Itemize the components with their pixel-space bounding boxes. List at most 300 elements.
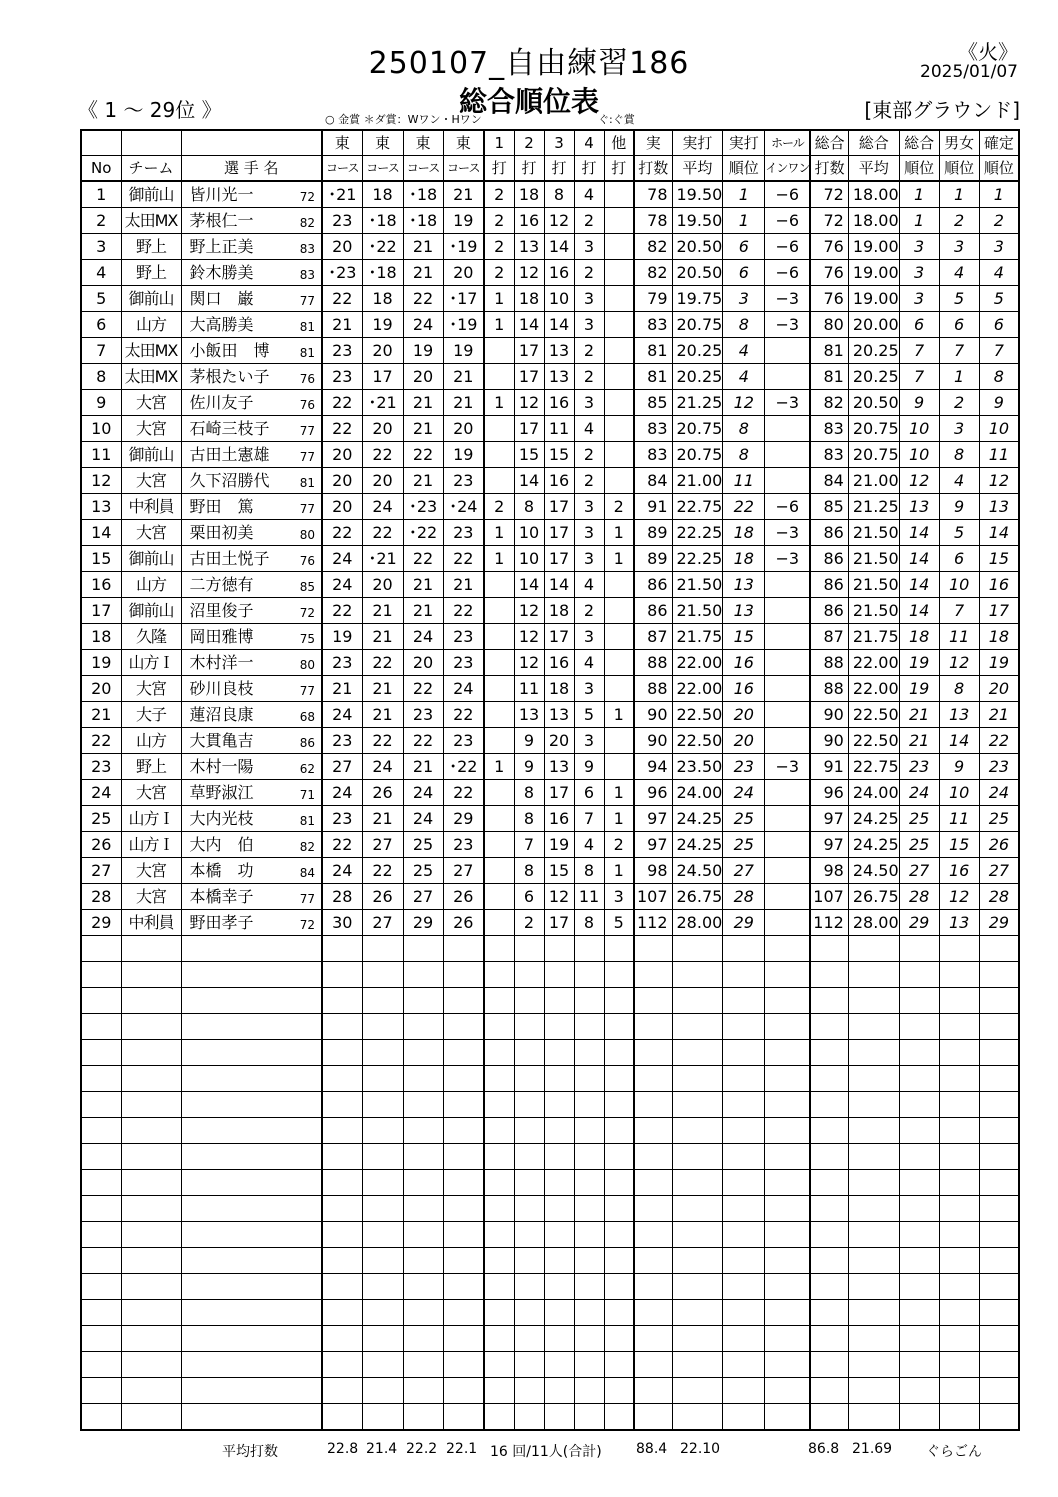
cell-d2: 10	[514, 520, 544, 546]
cell-no: 28	[81, 884, 121, 910]
empty-cell	[181, 1144, 322, 1170]
cell-d1: 1	[484, 390, 514, 416]
cell-act: 97	[634, 832, 672, 858]
award-legend: ○ 金賞 ＊ダ賞：Wワン・Hワン	[325, 113, 482, 126]
cell-tot: 90	[810, 702, 848, 728]
empty-cell	[403, 962, 443, 988]
cell-hio: −6	[765, 260, 811, 286]
cell-d4: 3	[574, 728, 604, 754]
cell-oth: 2	[604, 494, 634, 520]
cell-act: 90	[634, 702, 672, 728]
col-head-top-14: 実打	[723, 130, 765, 156]
cell-d4: 3	[574, 286, 604, 312]
empty-row	[81, 1274, 1019, 1300]
cell-hio: −6	[765, 494, 811, 520]
table-row	[81, 598, 1019, 624]
empty-cell	[484, 1196, 514, 1222]
empty-cell	[848, 1170, 899, 1196]
empty-cell	[979, 1196, 1019, 1222]
ground-name: [東部グラウンド]	[864, 98, 1020, 122]
cell-oth	[604, 676, 634, 702]
cell-final: 25	[979, 806, 1019, 832]
empty-cell	[899, 1196, 939, 1222]
empty-cell	[181, 1248, 322, 1274]
empty-cell	[848, 1014, 899, 1040]
cell-tavg: 21.25	[848, 494, 899, 520]
empty-cell	[939, 1404, 979, 1431]
empty-cell	[634, 1248, 672, 1274]
cell-avg: 20.25	[672, 364, 723, 390]
player-age: 76	[299, 554, 315, 568]
cell-trank: 6	[899, 312, 939, 338]
empty-cell	[544, 1352, 574, 1378]
cell-gender: 1	[939, 364, 979, 390]
cell-arank: 25	[723, 806, 765, 832]
table-row	[81, 181, 1019, 208]
empty-cell	[899, 1014, 939, 1040]
player-name-cell	[181, 390, 322, 416]
empty-cell	[765, 1326, 811, 1352]
empty-cell	[574, 1040, 604, 1066]
empty-cell	[765, 936, 811, 962]
empty-cell	[672, 1326, 723, 1352]
empty-cell	[810, 1300, 848, 1326]
cell-d3: 16	[544, 260, 574, 286]
cell-team: 太田MX	[121, 338, 181, 364]
empty-cell	[514, 1326, 544, 1352]
cell-c4: 23	[443, 624, 484, 650]
cell-gender: 2	[939, 390, 979, 416]
cell-tavg: 21.75	[848, 624, 899, 650]
cell-gender: 10	[939, 780, 979, 806]
average-footer	[80, 1441, 1020, 1463]
empty-cell	[121, 1092, 181, 1118]
cell-act: 89	[634, 520, 672, 546]
cell-oth: 1	[604, 546, 634, 572]
cell-c2: 21	[362, 806, 403, 832]
empty-cell	[574, 1378, 604, 1404]
empty-cell	[574, 1196, 604, 1222]
empty-cell	[979, 936, 1019, 962]
cell-gender: 16	[939, 858, 979, 884]
empty-cell	[979, 1118, 1019, 1144]
cell-act: 96	[634, 780, 672, 806]
empty-cell	[514, 1222, 544, 1248]
empty-cell	[322, 1092, 362, 1118]
cell-d4: 2	[574, 260, 604, 286]
player-name: 本橋幸子	[189, 887, 254, 906]
cell-team: 山方	[121, 572, 181, 598]
empty-cell	[604, 1066, 634, 1092]
empty-cell	[604, 1040, 634, 1066]
cell-hio	[765, 806, 811, 832]
cell-d1: 2	[484, 494, 514, 520]
cell-d4: 4	[574, 416, 604, 442]
player-name: 佐川友子	[189, 393, 254, 412]
empty-cell	[443, 1014, 484, 1040]
cell-no: 20	[81, 676, 121, 702]
player-name: 草野淑江	[189, 783, 254, 802]
cell-d3: 17	[544, 546, 574, 572]
cell-hio	[765, 598, 811, 624]
table-body	[81, 181, 1019, 1430]
cell-tot: 96	[810, 780, 848, 806]
cell-hio: −3	[765, 520, 811, 546]
empty-cell	[899, 1378, 939, 1404]
cell-d3: 14	[544, 312, 574, 338]
empty-cell	[544, 988, 574, 1014]
empty-cell	[443, 1378, 484, 1404]
cell-gender: 7	[939, 598, 979, 624]
cell-d3: 8	[544, 181, 574, 208]
cell-avg: 20.75	[672, 312, 723, 338]
cell-d1	[484, 338, 514, 364]
cell-d1	[484, 806, 514, 832]
empty-cell	[514, 1092, 544, 1118]
empty-cell	[484, 1118, 514, 1144]
col-head-bottom-20: 順位	[979, 156, 1019, 182]
cell-hio: −3	[765, 312, 811, 338]
empty-cell	[544, 1326, 574, 1352]
cell-c2: 22	[362, 520, 403, 546]
player-name-cell	[181, 754, 322, 780]
empty-cell	[939, 1040, 979, 1066]
cell-tavg: 22.75	[848, 754, 899, 780]
cell-tavg: 22.50	[848, 702, 899, 728]
cell-arank: 1	[723, 181, 765, 208]
cell-tavg: 20.00	[848, 312, 899, 338]
cell-act: 86	[634, 572, 672, 598]
cell-tot: 76	[810, 286, 848, 312]
cell-avg: 24.25	[672, 806, 723, 832]
empty-cell	[181, 1300, 322, 1326]
cell-c3: ･22	[403, 520, 443, 546]
cell-oth: 1	[604, 520, 634, 546]
cell-arank: 29	[723, 910, 765, 936]
empty-cell	[362, 1222, 403, 1248]
cell-trank: 10	[899, 442, 939, 468]
cell-trank: 1	[899, 181, 939, 208]
cell-final: 28	[979, 884, 1019, 910]
cell-c4: 23	[443, 832, 484, 858]
cell-no: 15	[81, 546, 121, 572]
cell-c1: 21	[322, 312, 362, 338]
empty-cell	[121, 936, 181, 962]
empty-cell	[443, 1404, 484, 1431]
cell-c4: ･19	[443, 312, 484, 338]
empty-cell	[939, 1014, 979, 1040]
player-name-cell	[181, 546, 322, 572]
cell-d3: 20	[544, 728, 574, 754]
cell-d2: 8	[514, 858, 544, 884]
cell-no: 3	[81, 234, 121, 260]
empty-cell	[322, 1404, 362, 1431]
cell-d1	[484, 416, 514, 442]
cell-act: 90	[634, 728, 672, 754]
empty-cell	[362, 936, 403, 962]
cell-tot: 91	[810, 754, 848, 780]
cell-d2: 12	[514, 624, 544, 650]
empty-cell	[81, 1326, 121, 1352]
empty-cell	[604, 1326, 634, 1352]
cell-d2: 16	[514, 208, 544, 234]
empty-cell	[634, 1300, 672, 1326]
empty-cell	[672, 1092, 723, 1118]
empty-cell	[362, 1248, 403, 1274]
cell-tavg: 22.50	[848, 728, 899, 754]
cell-tavg: 21.50	[848, 598, 899, 624]
empty-cell	[765, 1352, 811, 1378]
cell-c3: 21	[403, 416, 443, 442]
empty-cell	[514, 1170, 544, 1196]
cell-no: 21	[81, 702, 121, 728]
player-name: 皆川光一	[189, 185, 254, 204]
empty-cell	[322, 962, 362, 988]
empty-cell	[604, 1222, 634, 1248]
empty-cell	[443, 1248, 484, 1274]
empty-cell	[604, 1196, 634, 1222]
player-age: 81	[299, 346, 315, 360]
cell-final: 5	[979, 286, 1019, 312]
empty-cell	[765, 1014, 811, 1040]
col-head-top-5: 東	[403, 130, 443, 156]
empty-cell	[362, 1196, 403, 1222]
cell-tavg: 22.00	[848, 676, 899, 702]
cell-c2: ･18	[362, 208, 403, 234]
cell-no: 25	[81, 806, 121, 832]
cell-avg: 21.50	[672, 572, 723, 598]
cell-c2: 18	[362, 286, 403, 312]
cell-avg: 20.50	[672, 234, 723, 260]
col-head-top-18: 総合	[899, 130, 939, 156]
cell-final: 11	[979, 442, 1019, 468]
empty-cell	[322, 1040, 362, 1066]
cell-c2: 22	[362, 442, 403, 468]
cell-act: 78	[634, 181, 672, 208]
cell-final: 15	[979, 546, 1019, 572]
player-name-cell	[181, 416, 322, 442]
empty-cell	[672, 1352, 723, 1378]
empty-cell	[322, 1196, 362, 1222]
cell-avg: 22.25	[672, 520, 723, 546]
empty-cell	[979, 1300, 1019, 1326]
cell-tavg: 19.00	[848, 260, 899, 286]
empty-cell	[181, 1274, 322, 1300]
cell-c1: 20	[322, 442, 362, 468]
col-head-top-0	[81, 130, 121, 156]
header-row-bottom	[81, 156, 1019, 182]
cell-tavg: 19.00	[848, 234, 899, 260]
cell-c3: 25	[403, 832, 443, 858]
player-name-cell	[181, 442, 322, 468]
cell-c1: 24	[322, 702, 362, 728]
empty-cell	[765, 1248, 811, 1274]
empty-cell	[544, 1092, 574, 1118]
empty-row	[81, 962, 1019, 988]
empty-cell	[81, 1404, 121, 1431]
cell-avg: 19.50	[672, 181, 723, 208]
cell-team: 野上	[121, 754, 181, 780]
empty-cell	[403, 988, 443, 1014]
table-row	[81, 520, 1019, 546]
cell-gender: 8	[939, 442, 979, 468]
cell-trank: 19	[899, 650, 939, 676]
cell-act: 82	[634, 234, 672, 260]
empty-cell	[181, 1066, 322, 1092]
cell-c4: 23	[443, 728, 484, 754]
cell-no: 1	[81, 181, 121, 208]
cell-c4: 21	[443, 181, 484, 208]
empty-cell	[672, 1300, 723, 1326]
empty-cell	[121, 1014, 181, 1040]
empty-cell	[403, 1300, 443, 1326]
empty-cell	[81, 1248, 121, 1274]
col-head-bottom-18: 順位	[899, 156, 939, 182]
empty-cell	[810, 1066, 848, 1092]
empty-cell	[484, 1040, 514, 1066]
empty-cell	[322, 1300, 362, 1326]
cell-c1: 23	[322, 650, 362, 676]
cell-gender: 8	[939, 676, 979, 702]
empty-cell	[604, 1248, 634, 1274]
empty-cell	[121, 1196, 181, 1222]
cell-final: 20	[979, 676, 1019, 702]
cell-hio	[765, 858, 811, 884]
empty-cell	[672, 1378, 723, 1404]
player-name-cell	[181, 208, 322, 234]
empty-cell	[810, 1092, 848, 1118]
player-name: 野上正美	[189, 237, 254, 256]
cell-d2: 13	[514, 702, 544, 728]
cell-arank: 18	[723, 520, 765, 546]
empty-cell	[574, 1144, 604, 1170]
player-name: 沼里俊子	[189, 601, 254, 620]
cell-c3: ･18	[403, 181, 443, 208]
empty-cell	[848, 1222, 899, 1248]
player-name-cell	[181, 260, 322, 286]
cell-tavg: 21.50	[848, 572, 899, 598]
cell-d3: 18	[544, 598, 574, 624]
cell-c4: ･19	[443, 234, 484, 260]
cell-final: 6	[979, 312, 1019, 338]
empty-cell	[979, 1014, 1019, 1040]
cell-d2: 18	[514, 286, 544, 312]
cell-team: 山方Ｉ	[121, 806, 181, 832]
cell-team: 太田MX	[121, 364, 181, 390]
empty-cell	[544, 1144, 574, 1170]
cell-arank: 3	[723, 286, 765, 312]
cell-act: 112	[634, 910, 672, 936]
empty-cell	[604, 1352, 634, 1378]
cell-team: 御前山	[121, 181, 181, 208]
cell-tot: 97	[810, 832, 848, 858]
col-head-bottom-19: 順位	[939, 156, 979, 182]
col-head-bottom-0: No	[81, 156, 121, 182]
cell-c2: 20	[362, 468, 403, 494]
player-name: 大高勝美	[189, 315, 254, 334]
empty-cell	[723, 1274, 765, 1300]
empty-cell	[765, 1300, 811, 1326]
cell-hio	[765, 728, 811, 754]
cell-hio	[765, 338, 811, 364]
cell-oth: 1	[604, 780, 634, 806]
cell-c4: 27	[443, 858, 484, 884]
empty-cell	[634, 1118, 672, 1144]
cell-no: 5	[81, 286, 121, 312]
cell-d3: 13	[544, 338, 574, 364]
empty-cell	[979, 988, 1019, 1014]
cell-trank: 14	[899, 546, 939, 572]
empty-cell	[899, 1222, 939, 1248]
cell-c1: 21	[322, 676, 362, 702]
empty-row	[81, 1196, 1019, 1222]
player-name-cell	[181, 312, 322, 338]
empty-cell	[443, 1196, 484, 1222]
empty-cell	[723, 1248, 765, 1274]
cell-d3: 13	[544, 364, 574, 390]
empty-cell	[121, 1170, 181, 1196]
cell-no: 2	[81, 208, 121, 234]
cell-hio: −6	[765, 181, 811, 208]
player-name-cell	[181, 884, 322, 910]
cell-c1: 22	[322, 520, 362, 546]
cell-hio	[765, 702, 811, 728]
empty-cell	[544, 1300, 574, 1326]
empty-cell	[848, 1066, 899, 1092]
empty-cell	[181, 962, 322, 988]
cell-d2: 17	[514, 416, 544, 442]
cell-d3: 16	[544, 650, 574, 676]
cell-c2: 26	[362, 884, 403, 910]
cell-d1: 2	[484, 208, 514, 234]
empty-row	[81, 988, 1019, 1014]
cell-c3: 22	[403, 286, 443, 312]
empty-cell	[403, 1274, 443, 1300]
empty-cell	[723, 1040, 765, 1066]
cell-trank: 14	[899, 598, 939, 624]
empty-cell	[634, 1014, 672, 1040]
cell-c4: 26	[443, 884, 484, 910]
player-age: 72	[299, 918, 315, 932]
col-head-top-12: 実	[634, 130, 672, 156]
cell-trank: 3	[899, 286, 939, 312]
cell-final: 17	[979, 598, 1019, 624]
cell-d2: 12	[514, 650, 544, 676]
cell-d4: 2	[574, 364, 604, 390]
empty-cell	[514, 936, 544, 962]
empty-cell	[810, 936, 848, 962]
empty-cell	[939, 1066, 979, 1092]
cell-c4: 26	[443, 910, 484, 936]
cell-avg: 24.25	[672, 832, 723, 858]
empty-cell	[899, 1404, 939, 1431]
col-head-top-15: ホール	[765, 130, 811, 156]
cell-avg: 24.50	[672, 858, 723, 884]
empty-cell	[765, 1092, 811, 1118]
empty-cell	[848, 1274, 899, 1300]
table-row	[81, 806, 1019, 832]
player-name-cell	[181, 468, 322, 494]
empty-cell	[484, 1248, 514, 1274]
empty-cell	[544, 1274, 574, 1300]
cell-gender: 3	[939, 416, 979, 442]
cell-oth	[604, 754, 634, 780]
cell-trank: 14	[899, 520, 939, 546]
empty-cell	[810, 1404, 848, 1431]
player-age: 72	[299, 190, 315, 204]
cell-c2: 27	[362, 910, 403, 936]
cell-act: 82	[634, 260, 672, 286]
